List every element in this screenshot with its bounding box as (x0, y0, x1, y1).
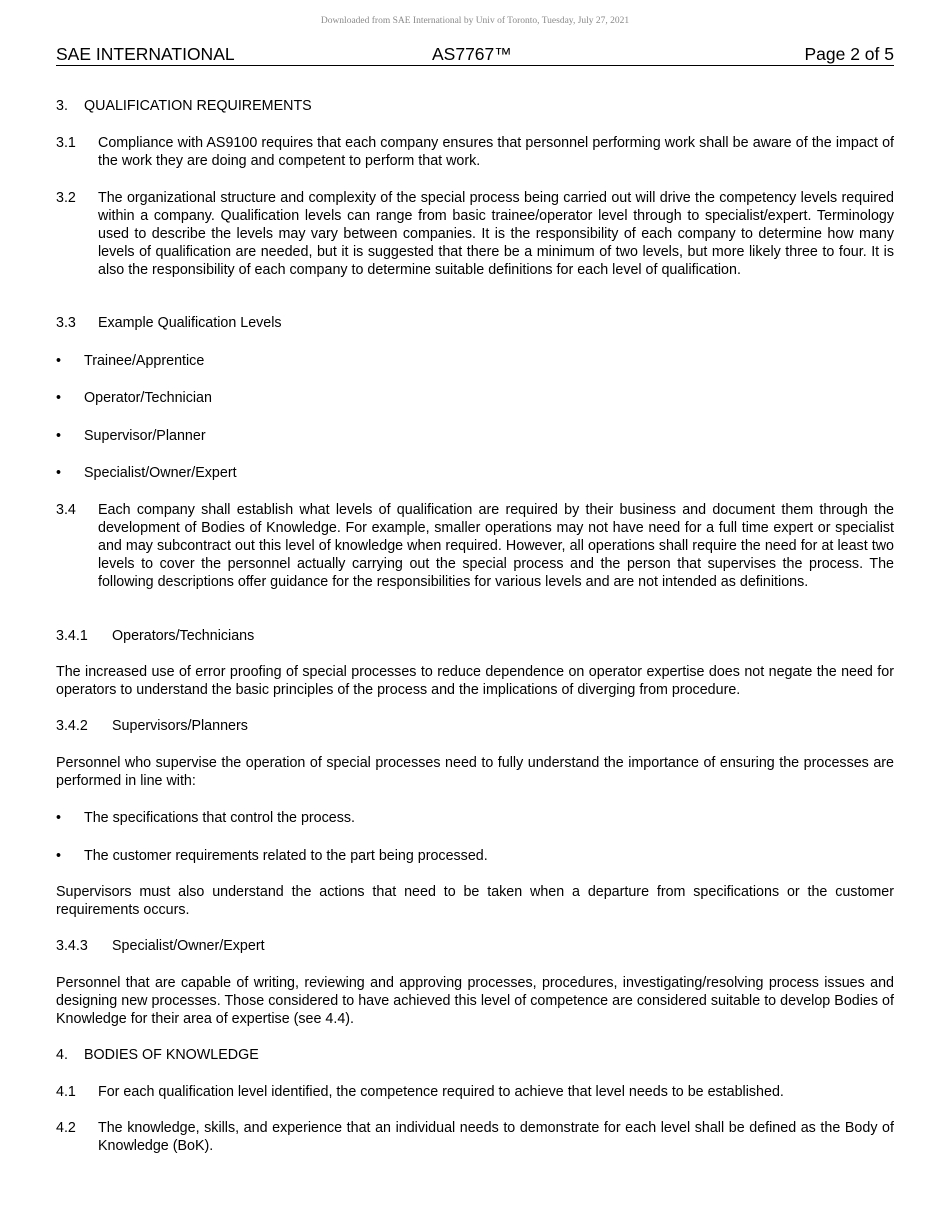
paragraph: Supervisors must also understand the actions that need to be taken when a departure from specifications or the customer requirements occurs. (56, 884, 894, 918)
clause-number: 3.3 (56, 315, 76, 331)
clause-text: The organizational structure and complexity of the special process being carried out will drive the competency levels required within a company. Qualification levels can range from basic trainee/operator level through to specialist/expert. Terminology used to describe the levels may vary between companies. It is the responsibility of each company to determine how many levels of qualification are needed, but it is suggested that there be a minimum of two levels, but more likely three to four. It is also the responsibility of each company to determine suitable definitions for each level of qualification. (98, 190, 894, 278)
clause-4-1 (56, 1084, 894, 1102)
paragraph: Personnel who supervise the operation of special processes need to fully understand the importance of ensuring the processes are performed in line with: (56, 755, 894, 789)
clause-number: 3.4 (56, 502, 76, 518)
clause-text: The knowledge, skills, and experience that an individual needs to demonstrate for each level shall be defined as the Body of Knowledge (BoK). (98, 1120, 894, 1154)
clause-3-3 (56, 315, 894, 333)
bullet-icon: • (56, 848, 62, 864)
header-page-number: Page 2 of 5 (804, 44, 894, 64)
clause-text: Example Qualification Levels (98, 315, 282, 331)
clause-3-1 (56, 135, 894, 171)
paragraph: The increased use of error proofing of special processes to reduce dependence on operator expertise does not negate the need for operators to understand the basic principles of the process and the implications of diverging from procedure. (56, 664, 894, 698)
list-item (56, 810, 894, 828)
section-title: QUALIFICATION REQUIREMENTS (84, 98, 312, 114)
clause-3-4 (56, 502, 894, 592)
list-item-text: Specialist/Owner/Expert (84, 465, 237, 481)
bullet-icon: • (56, 390, 62, 406)
list-item (56, 428, 894, 446)
bullet-icon: • (56, 810, 62, 826)
bullet-icon: • (56, 428, 62, 444)
clause-text: Compliance with AS9100 requires that each company ensures that personnel performing work shall be aware of the impact of the work they are doing and competent to perform that work. (98, 135, 894, 169)
subsection-title: Supervisors/Planners (112, 718, 248, 734)
section-4-heading (56, 1047, 894, 1065)
section-number: 3. (56, 98, 68, 114)
list-item (56, 848, 894, 866)
list-item-text: Operator/Technician (84, 390, 212, 406)
list-item-text: Supervisor/Planner (84, 428, 206, 444)
clause-number: 3.1 (56, 135, 76, 151)
clause-number: 3.2 (56, 190, 76, 206)
subsection-title: Specialist/Owner/Expert (112, 938, 265, 954)
paragraph: Personnel that are capable of writing, reviewing and approving processes, procedures, investigating/resolving process issues and designing new processes. Those considered to have achieved this level of competence are considered suitable to develop Bodies of Knowledge for their area of expertise (see 4.4). (56, 975, 894, 1027)
list-item (56, 353, 894, 371)
list-item-text: Trainee/Apprentice (84, 353, 205, 369)
list-item-text: The specifications that control the process. (84, 810, 355, 826)
download-watermark: Downloaded from SAE International by Univ of Toronto, Tuesday, July 27, 2021 (320, 16, 630, 26)
section-title: BODIES OF KNOWLEDGE (84, 1047, 259, 1063)
clause-number: 4.2 (56, 1120, 76, 1136)
clause-4-2 (56, 1120, 894, 1156)
subsection-number: 3.4.1 (56, 628, 88, 644)
subsection-number: 3.4.2 (56, 718, 88, 734)
clause-text: Each company shall establish what levels of qualification are required by their business and document them through the development of Bodies of Knowledge. For example, smaller operations may not have need for a full time expert or specialist and may subcontract out this level of knowledge when required. However, all operations shall require the need for at least two levels to cover the personnel actually carrying out the special process and the person that supervises the process. The following descriptions offer guidance for the responsibilities for various levels and are not intended as definitions. (98, 502, 894, 590)
clause-number: 4.1 (56, 1084, 76, 1100)
list-item (56, 465, 894, 483)
subsection-number: 3.4.3 (56, 938, 88, 954)
list-item (56, 390, 894, 408)
subsection-title: Operators/Technicians (112, 628, 255, 644)
bullet-icon: • (56, 465, 62, 481)
header-org: SAE INTERNATIONAL (56, 44, 235, 64)
clause-text: For each qualification level identified, the competence required to achieve that level needs to be established. (98, 1084, 784, 1100)
bullet-icon: • (56, 353, 62, 369)
header-doc-id: AS7767™ (432, 44, 512, 64)
page-header (56, 44, 894, 66)
section-3-heading (56, 98, 894, 116)
clause-3-2 (56, 190, 894, 280)
list-item-text: The customer requirements related to the part being processed. (84, 848, 488, 864)
section-number: 4. (56, 1047, 68, 1063)
